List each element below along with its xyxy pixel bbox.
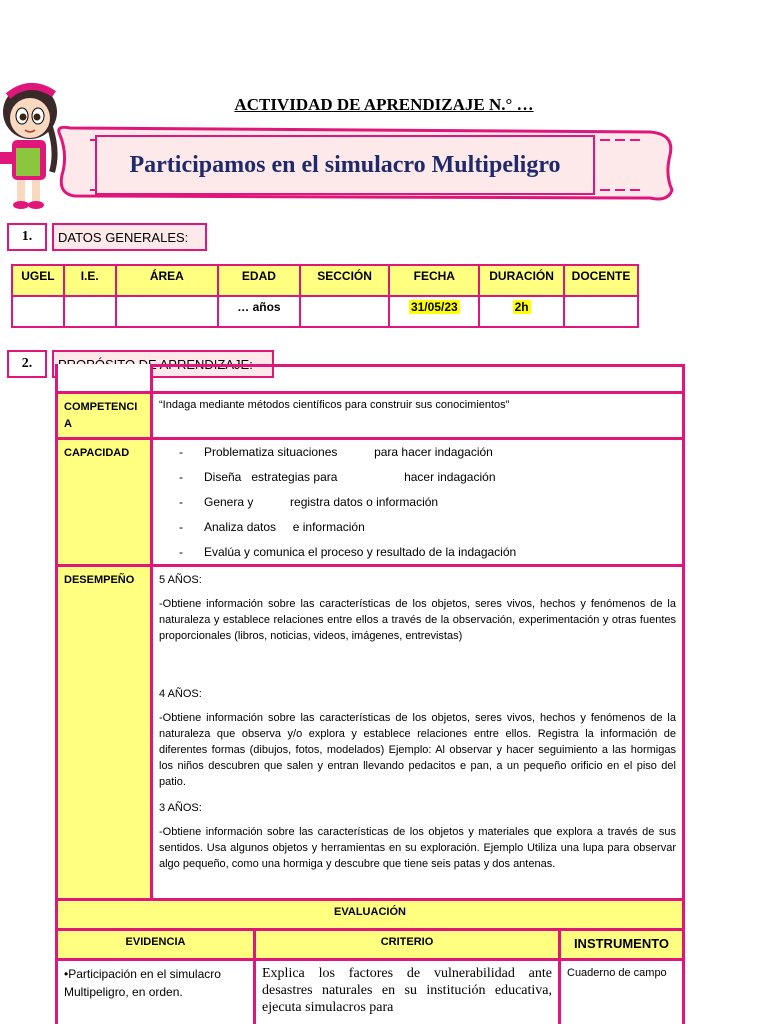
list-item: - Problematiza situaciones para hacer indagación bbox=[179, 445, 493, 459]
column-header: DOCENTE bbox=[564, 265, 638, 296]
evaluacion-header: EVALUACIÓN bbox=[58, 901, 682, 931]
ie-value bbox=[64, 296, 116, 327]
column-header: DURACIÓN bbox=[479, 265, 564, 296]
document-title: ACTIVIDAD DE APRENDIZAJE N.° … bbox=[234, 95, 534, 114]
desempeno-row bbox=[58, 567, 682, 901]
docente-value bbox=[564, 296, 638, 327]
list-item: - Diseña estrategias para hacer indagación bbox=[179, 470, 496, 484]
column-header: UGEL bbox=[12, 265, 64, 296]
section-1-label: DATOS GENERALES: bbox=[52, 223, 207, 251]
column-header: FECHA bbox=[389, 265, 479, 296]
level-5-label: 5 AÑOS: bbox=[159, 574, 202, 586]
evidencia-header: EVIDENCIA bbox=[58, 931, 256, 958]
duracion-cell bbox=[479, 296, 564, 327]
criterio-text: Explica los factores de vulnerabilidad ante desastres naturales en su institución educativa, ejecuta simulacros para bbox=[256, 961, 561, 1024]
seccion-value bbox=[300, 296, 390, 327]
desempeno-label: DESEMPEÑO bbox=[58, 567, 153, 898]
competencia-text: “Indaga mediante métodos científicos para construir sus conocimientos” bbox=[159, 399, 510, 411]
list-item: - Genera y registra datos o información bbox=[179, 495, 439, 509]
purpose-table bbox=[55, 364, 685, 1024]
section-1-number: 1. bbox=[7, 223, 47, 251]
evidencia-text: •Participación en el simulacro Multipeligro, en orden. bbox=[58, 961, 256, 1024]
level-3-label: 3 AÑOS: bbox=[159, 802, 202, 814]
table-header-row bbox=[12, 265, 638, 296]
capacidad-cell bbox=[153, 440, 682, 564]
level-4-text: -Obtiene información sobre las características de los objetos, seres vivos, hechos y fenómenos de la naturaleza que observa y/o explora y establece relaciones entre ellos. Registra la información de diferentes formas (dibujos, fotos, modelados) Ejemplo: Al observar y hacer seguimiento a las hormigas los niños descubren que salen y entran llevando pedacitos e pan, a un pequeño orificio en el piso del patio. bbox=[159, 712, 676, 788]
list-item: - Analiza datos e información bbox=[179, 520, 365, 534]
competencia-label: COMPETENCIA bbox=[58, 394, 153, 437]
table-row bbox=[12, 296, 638, 327]
purpose-empty-row bbox=[58, 364, 682, 394]
duracion-value: 2h bbox=[514, 300, 529, 314]
level-5-text: -Obtiene información sobre las características de los objetos, seres vivos, hechos y fenómenos de la naturaleza y establece relaciones entre ellos a través de la observación, experimentación y otras fuentes proporcionales (libros, noticias, videos, imágenes, entrevistas) bbox=[159, 598, 676, 642]
competencia-row bbox=[58, 394, 682, 440]
column-header: ÁREA bbox=[116, 265, 218, 296]
general-data-table bbox=[11, 264, 639, 328]
list-item: - Evalúa y comunica el proceso y resultado de la indagación bbox=[179, 545, 517, 559]
area-value bbox=[116, 296, 218, 327]
evaluacion-content-row bbox=[58, 961, 682, 1024]
ugel-value bbox=[12, 296, 64, 327]
desempeno-cell bbox=[153, 567, 682, 898]
column-header: SECCIÓN bbox=[300, 265, 390, 296]
activity-title-box bbox=[95, 135, 595, 195]
instrumento-header: INSTRUMENTO bbox=[561, 931, 682, 958]
level-3-text: -Obtiene información sobre las características de los objetos y materiales que explora a través de sus sentidos. Usa algunos objetos y herramientas en su exploración. Ejemplo Utiliza una lupa para observar algo pequeño, como una hormiga y descubre que tiene seis patas y dos antenas. bbox=[159, 826, 676, 870]
fecha-value: 31/05/23 bbox=[410, 300, 458, 314]
capacidad-row bbox=[58, 440, 682, 567]
capacidad-list bbox=[159, 445, 676, 570]
instrumento-text: Cuaderno de campo bbox=[567, 967, 667, 979]
fecha-cell bbox=[389, 296, 479, 327]
section-2-number: 2. bbox=[7, 350, 47, 378]
capacidad-label: CAPACIDAD bbox=[58, 440, 153, 564]
evaluacion-columns-row bbox=[58, 931, 682, 961]
column-header: I.E. bbox=[64, 265, 116, 296]
activity-title: Participamos en el simulacro Multipeligro bbox=[129, 151, 561, 178]
column-header: EDAD bbox=[218, 265, 300, 296]
edad-value: … años bbox=[218, 296, 300, 327]
level-4-label: 4 AÑOS: bbox=[159, 688, 202, 700]
criterio-header: CRITERIO bbox=[256, 931, 561, 958]
